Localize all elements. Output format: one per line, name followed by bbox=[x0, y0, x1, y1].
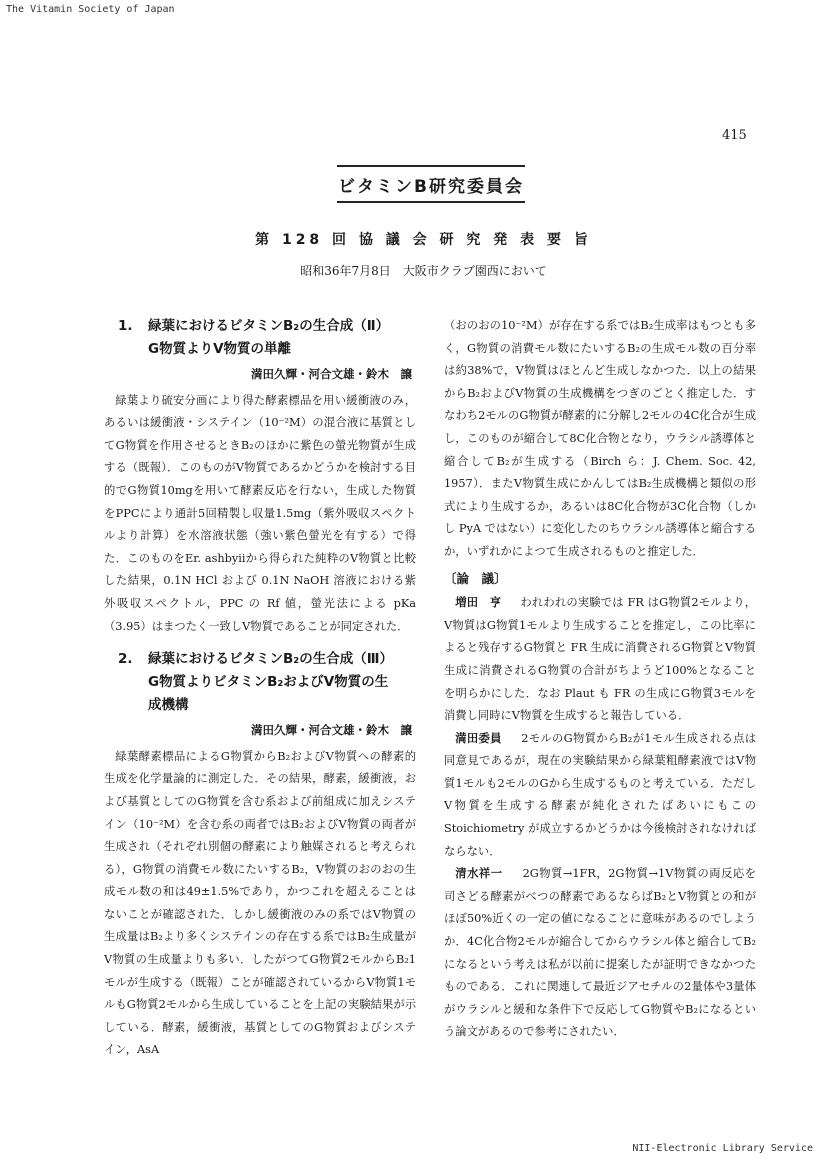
discussion-text: 2モルのG物質からB₂が1モル生成される点は同意見であるが，現在の実験結果から緑葉粗酵素液ではV物質1モルも2モルのGから生成するものと考えている．ただしV物質を生成する酵素が純化されたばあいにもこの Stoichiometry が成立するかどうかは今後検討されなければならない． bbox=[444, 731, 756, 858]
discussion-text: 2G物質→1FR，2G物質→1V物質の両反応を司さどる酵素がべつの酵素であるならばB₂とV物質との和がほぼ50%近くの一定の値になることに意味があるのでしようか．4C化合物2モルが縮合してからウラシル体と縮合してB₂になるという考えは私が以前に提案したが証明できなかつたものである．これに関連して最近ジアセチルの2量体や3量体がウラシルと緩和な条件下で反応してG物質やB₂になるという論文があるので参考にされたい． bbox=[444, 867, 756, 1039]
left-column bbox=[104, 315, 416, 1062]
discussion-entry bbox=[444, 592, 756, 728]
article-2-title bbox=[104, 648, 416, 717]
article-1-title-line2: G物質よりV物質の単離 bbox=[148, 341, 292, 357]
page-number: 415 bbox=[722, 128, 747, 143]
article-1-authors: 満田久輝・河合文雄・鈴木 譲 bbox=[251, 367, 412, 381]
discussion-text: われわれの実験では FR はG物質2モルより，V物質はG物質1モルより生成することを推定し，この比率によると残存するG物質と FR 生成に消費されるG物質とV物質生成に消費されるG物質の合計がちようど100%となることを明らかにした．なお Plaut も FR の生成にG物質3モルを消費し同時にV物質を生成すると報告している． bbox=[444, 596, 756, 723]
discussion-entry bbox=[444, 728, 756, 864]
article-1-body: 緑葉より硫安分画により得た酵素標品を用い緩衝液のみ，あるいは緩衝液・システイン（10⁻²M）の混合液に基質としてG物質を作用させるときB₂のほかに紫色の螢光物質が生成する（既報）．このものがV物質であるかどうかを検討する目的でG物質10mgを用いて酵素反応を行ない，生成した物質をPPCにより通計5回精製し収量1.5mg（紫外吸収スペクトルより計算）を水溶液状態（強い紫色螢光を有する）で得た．このものをEr. ashbyiiから得られた純粋のV物質と比較した結果，0.1N HCl および 0.1N NaOH 溶液における紫外吸収スペクトル，PPC の Rf 値，螢光法による pKa（3.95）はまつたく一致しV物質であることが同定された． bbox=[104, 393, 416, 633]
article-1-number: 1. bbox=[118, 318, 133, 334]
title-rule-bottom bbox=[337, 201, 525, 203]
article-2-title-line1: 緑葉におけるビタミンB₂の生合成（Ⅲ） bbox=[148, 651, 393, 668]
article-1-title bbox=[104, 315, 416, 361]
footer-source-text: NII-Electronic Library Service bbox=[632, 1143, 813, 1154]
article-2-title-line2: G物質よりビタミンB₂およびV物質の生 bbox=[148, 674, 389, 691]
article-2-body-left: 緑葉酵素標品によるG物質からB₂およびV物質への酵素的生成を化学量論的に測定した．その結果，酵素，緩衝液，および基質としてのG物質を含む系および前組成に加えシステイン（10⁻²M）を含む系の両者ではB₂およびV物質の両者が生成され（それぞれ別個の酵素により触媒されると考えられる），G物質の消費モル数にたいするB₂，V物質のおのおの生成モル数の和は49±1.5%であり，かつこれを超えることはないことが確認された．しかし緩衝液のみの系ではV物質の生成量はB₂より多くシステインの存在する系ではB₂生成量がV物質の生成量よりも多い．したがつてG物質2モルからB₂1モルが生成する（既報）ことが確認されているからV物質1モルもG物質2モルから生成していることを上記の実験結果が示している．酵素，緩衝液，基質としてのG物質およびシステイン，AsA bbox=[104, 749, 416, 1057]
discussion-entry bbox=[444, 863, 756, 1044]
meeting-title: 第 128 回 協 議 会 研 究 発 表 要 旨 bbox=[255, 232, 592, 248]
article-1-title-line1: 緑葉におけるビタミンB₂の生合成（Ⅱ） bbox=[148, 318, 390, 334]
article-2-authors: 満田久輝・河合文雄・鈴木 譲 bbox=[251, 723, 412, 738]
article-2-title-line3: 成機構 bbox=[148, 697, 189, 714]
discussion-speaker: 清水祥一 bbox=[455, 867, 503, 881]
committee-title: ビタミンB研究委員会 bbox=[338, 177, 524, 197]
article-2-body-right: （おのおの10⁻²M）が存在する系ではB₂生成率はもつとも多く，G物質の消費モル数にたいするB₂の生成モル数の百分率は約38%で，V物質はほとんど生成しなかつた．以上の結果からB₂およびV物質の生成機構をつぎのごとく推定した．すなわち2モルのG物質が酵素的に分解し2モルの4C化合が生成し，このものが縮合して8C化合物となり，ウラシル誘導体と縮合してB₂が生成する（Birch ら：J. Chem. Soc. 42, 1957）．またV物質生成にかんしてはB₂生成機構と類似の形式により生成するか，あるいは8C化合物が3C化合物（しかし PyA ではない）に変化したのちウラシル誘導体と縮合するか，いずれかによつて生成されるものと推定した． bbox=[444, 319, 756, 558]
header-source-text: The Vitamin Society of Japan bbox=[6, 4, 175, 15]
title-rule-top bbox=[337, 165, 525, 167]
meeting-info: 昭和36年7月8日 大阪市クラブ園西において bbox=[300, 264, 547, 278]
article-2-number: 2. bbox=[118, 651, 133, 668]
right-column bbox=[444, 315, 756, 1044]
discussion-speaker: 増田 亨 bbox=[455, 596, 502, 610]
discussion-speaker: 満田委員 bbox=[455, 731, 502, 745]
discussion-heading: 〔論 議〕 bbox=[444, 570, 507, 586]
